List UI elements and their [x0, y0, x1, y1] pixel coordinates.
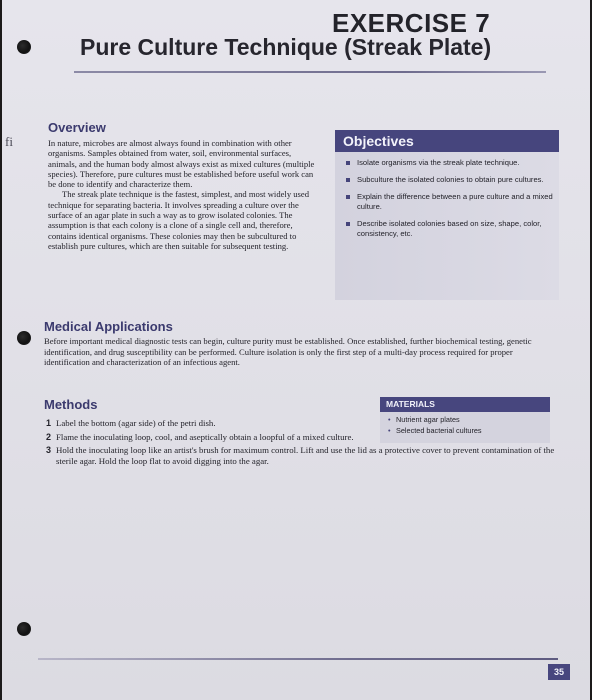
title-divider: [74, 71, 546, 73]
step-number: 1: [46, 418, 52, 428]
overview-body: [48, 138, 320, 251]
overview-paragraph: The streak plate technique is the fastest, simplest, and most widely used technique for separating bacteria. It involves spreading a culture over the surface of an agar plate in such a way as to grow isolated colonies. The assumption is that each colony is a clone of a single cell and, therefore, contains identical organisms. These colonies may then be subcultured to establish pure cultures, which are then suitable for subsequent testing.: [48, 189, 310, 251]
exercise-label: EXERCISE 7: [332, 8, 491, 38]
medical-applications-heading: Medical Applications: [44, 319, 173, 334]
footer-divider: [38, 658, 558, 660]
medical-applications-body: Before important medical diagnostic tests can begin, culture purity must be established. Once established, further biochemical testing, genetic identification, and drug susceptibility can be performed. Culture isolation is only the first step of a multi-day process required for proper identification and characterization of an infectious agent.: [44, 336, 532, 368]
step-number: 3: [46, 445, 52, 456]
objectives-heading: Objectives: [335, 130, 559, 152]
binder-hole: [17, 622, 31, 636]
materials-heading: MATERIALS: [380, 397, 550, 412]
objective-item: Explain the difference between a pure culture and a mixed culture.: [345, 192, 553, 212]
method-step: [46, 432, 356, 443]
step-text: Flame the inoculating loop, cool, and aseptically obtain a loopful of a mixed culture.: [56, 431, 354, 442]
step-number: 2: [46, 431, 52, 442]
overview-paragraph: In nature, microbes are almost always found in combination with other organisms. Samples obtained from water, soil, environmental surfaces, animals, and the human body almost always exist as mixed cultures (multiple species). Therefore, pure cultures must be established before useful work can be done to identify and characterize them.: [48, 138, 315, 190]
objective-item: Isolate organisms via the streak plate technique.: [345, 158, 553, 168]
handwritten-margin-note: fi: [5, 134, 13, 149]
material-item: • Selected bacterial cultures: [388, 426, 550, 437]
textbook-page: [2, 0, 590, 700]
step-text: Hold the inoculating loop like an artist's brush for maximum control. Lift and use the lid as a protective cover to prevent contamination of the sterile agar. Hold the loop flat to avoid digging into the agar.: [56, 445, 555, 466]
objective-item: Describe isolated colonies based on size, shape, color, consistency, etc.: [345, 219, 553, 239]
methods-steps: [46, 418, 556, 469]
objectives-box: [335, 130, 559, 300]
methods-heading: Methods: [44, 397, 98, 412]
objective-item: Subculture the isolated colonies to obtain pure cultures.: [345, 175, 553, 185]
material-item: • Nutrient agar plates: [388, 415, 550, 426]
binder-hole: [17, 40, 31, 54]
overview-heading: Overview: [48, 120, 106, 135]
method-step: [46, 445, 556, 466]
page-title: Pure Culture Technique (Streak Plate): [80, 34, 492, 60]
method-step: [46, 418, 356, 429]
step-text: Label the bottom (agar side) of the petri dish.: [56, 418, 216, 428]
page-number: 35: [548, 664, 570, 680]
objectives-list: [335, 158, 559, 239]
binder-hole: [17, 331, 31, 345]
